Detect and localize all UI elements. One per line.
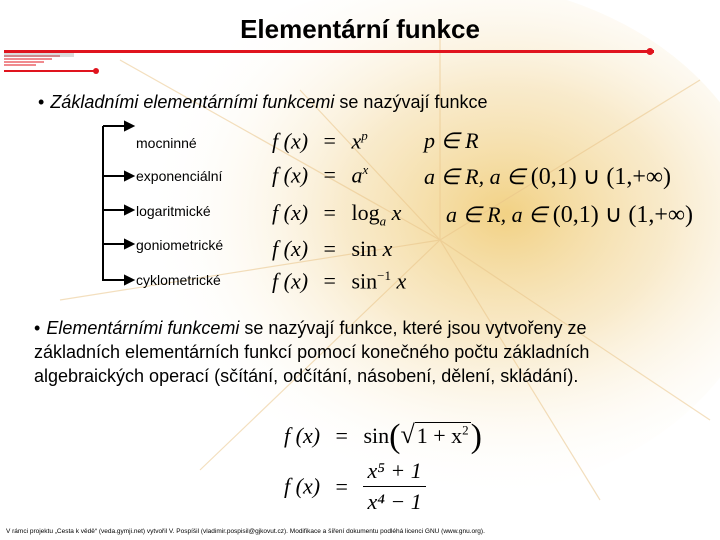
- bullet-emphasis: Elementárními funkcemi: [46, 318, 240, 338]
- bullet-emphasis: Základními elementárními funkcemi: [50, 92, 335, 112]
- bullet-elementary-functions: [34, 316, 674, 388]
- condition-power: p ∈ R: [424, 128, 479, 153]
- formula-power: f $(x) = x^p$: [272, 128, 368, 154]
- condition-logarithmic: a ∈ R, a ∈ (0,1) ∪ (1,+∞): [446, 202, 693, 228]
- formula-logarithmic: f $(x) = \log_a x$: [272, 200, 402, 229]
- footer-license: V rámci projektu „Cesta k vědě“ (veda.gymji.net) vytvořil V. Pospíšil (vladimir.pospisil@gjkovut.cz). Modifikace a šíření dokumentu podléhá licenci GNU (www.gnu.org).: [6, 528, 485, 535]
- bullet-text: se nazývají funkce: [334, 92, 488, 112]
- fraction: $\frac{\text{x⁵ + 1}}{\text{x⁴ − 1}}$: [363, 458, 425, 515]
- function-type-logarithmic: logaritmické: [136, 203, 211, 219]
- formula-goniometric: f (x) = sin x: [272, 236, 393, 261]
- formula-exponential: f $(x) = a^x$: [272, 162, 369, 188]
- bullet-marker: •: [34, 318, 41, 338]
- formula-cyclometric: f $(x) = \sin^{-1} x$: [272, 268, 407, 294]
- bullet-marker: •: [38, 92, 45, 112]
- function-type-exponential: exponenciální: [136, 168, 223, 184]
- bullet-text: se nazývají funkce, které jsou vytvořeny ze základních elementárních funkcí pomocí konečného počtu základních algebraických operací (sčítání, odčítání, násobení, dělení, skládání).: [34, 318, 590, 386]
- function-type-goniometric: goniometrické: [136, 237, 224, 253]
- function-type-cyclometric: cyklometrické: [136, 272, 221, 288]
- function-type-power: mocninné: [136, 135, 197, 151]
- example-rational: f (x) = $\frac{\text{x⁵ + 1}}{\text{x⁴ − 1}}$: [284, 458, 426, 515]
- slide-title: Elementární funkce: [240, 14, 480, 44]
- condition-exponential: a ∈ R, a ∈ (0,1) ∪ (1,+∞): [424, 164, 671, 190]
- example-composite: f $(x) = \sin(√1 + x^2)$: [284, 418, 482, 455]
